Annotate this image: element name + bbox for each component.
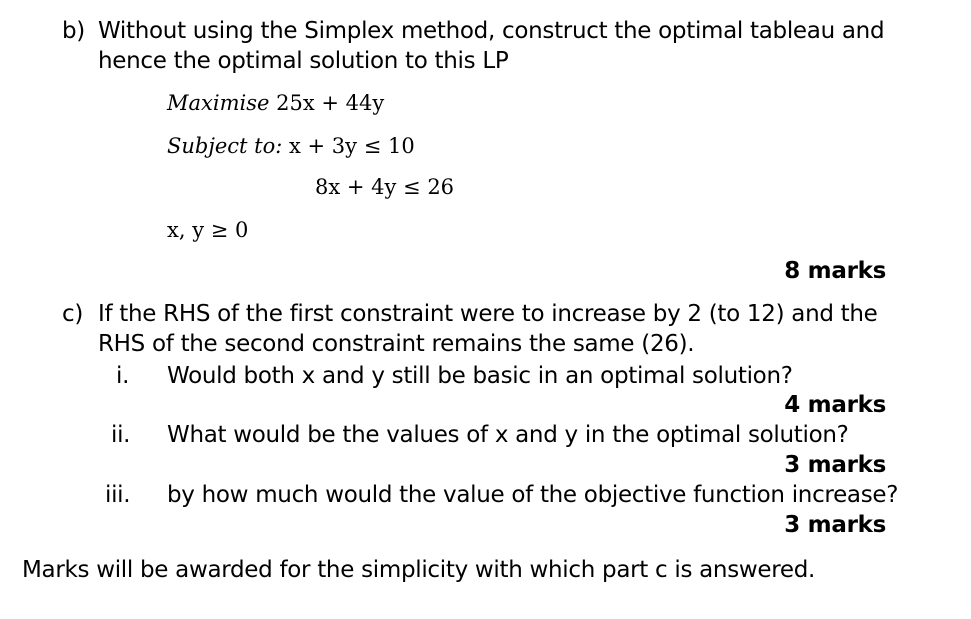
item-ii-number: ii. <box>111 422 131 448</box>
item-i-marks: 4 marks <box>784 392 886 418</box>
constraint-1: x + 3y ≤ 10 <box>289 134 415 158</box>
part-b-marks: 8 marks <box>784 258 886 284</box>
item-iii-text: by how much would the value of the objective function increase? <box>167 482 899 508</box>
objective-function <box>167 90 384 116</box>
item-i-text: Would both x and y still be basic in an optimal solution? <box>167 363 793 389</box>
part-c-line-1: If the RHS of the first constraint were to increase by 2 (to 12) and the <box>98 301 878 327</box>
footer-note: Marks will be awarded for the simplicity with which part c is answered. <box>22 557 816 583</box>
constraint-2: 8x + 4y ≤ 26 <box>315 175 455 199</box>
item-i-number: i. <box>116 363 130 389</box>
subject-to-label: Subject to: <box>167 134 283 158</box>
item-ii-marks: 3 marks <box>784 452 886 478</box>
item-ii-text: What would be the values of x and y in the optimal solution? <box>167 422 849 448</box>
item-iii-number: iii. <box>105 482 131 508</box>
constraint-row-1 <box>167 133 415 159</box>
non-negativity: x, y ≥ 0 <box>167 218 249 242</box>
part-b-label: b) <box>62 18 85 44</box>
item-iii-marks: 3 marks <box>784 512 886 538</box>
part-c-label: c) <box>62 301 84 327</box>
objective-word: Maximise <box>167 91 270 115</box>
part-b-line-1: Without using the Simplex method, construct the optimal tableau and <box>98 18 885 44</box>
part-b-line-2: hence the optimal solution to this LP <box>98 48 509 74</box>
objective-expression: 25x + 44y <box>276 91 385 115</box>
part-c-line-2: RHS of the second constraint remains the same (26). <box>98 331 695 357</box>
page-top-edge <box>0 0 971 2</box>
